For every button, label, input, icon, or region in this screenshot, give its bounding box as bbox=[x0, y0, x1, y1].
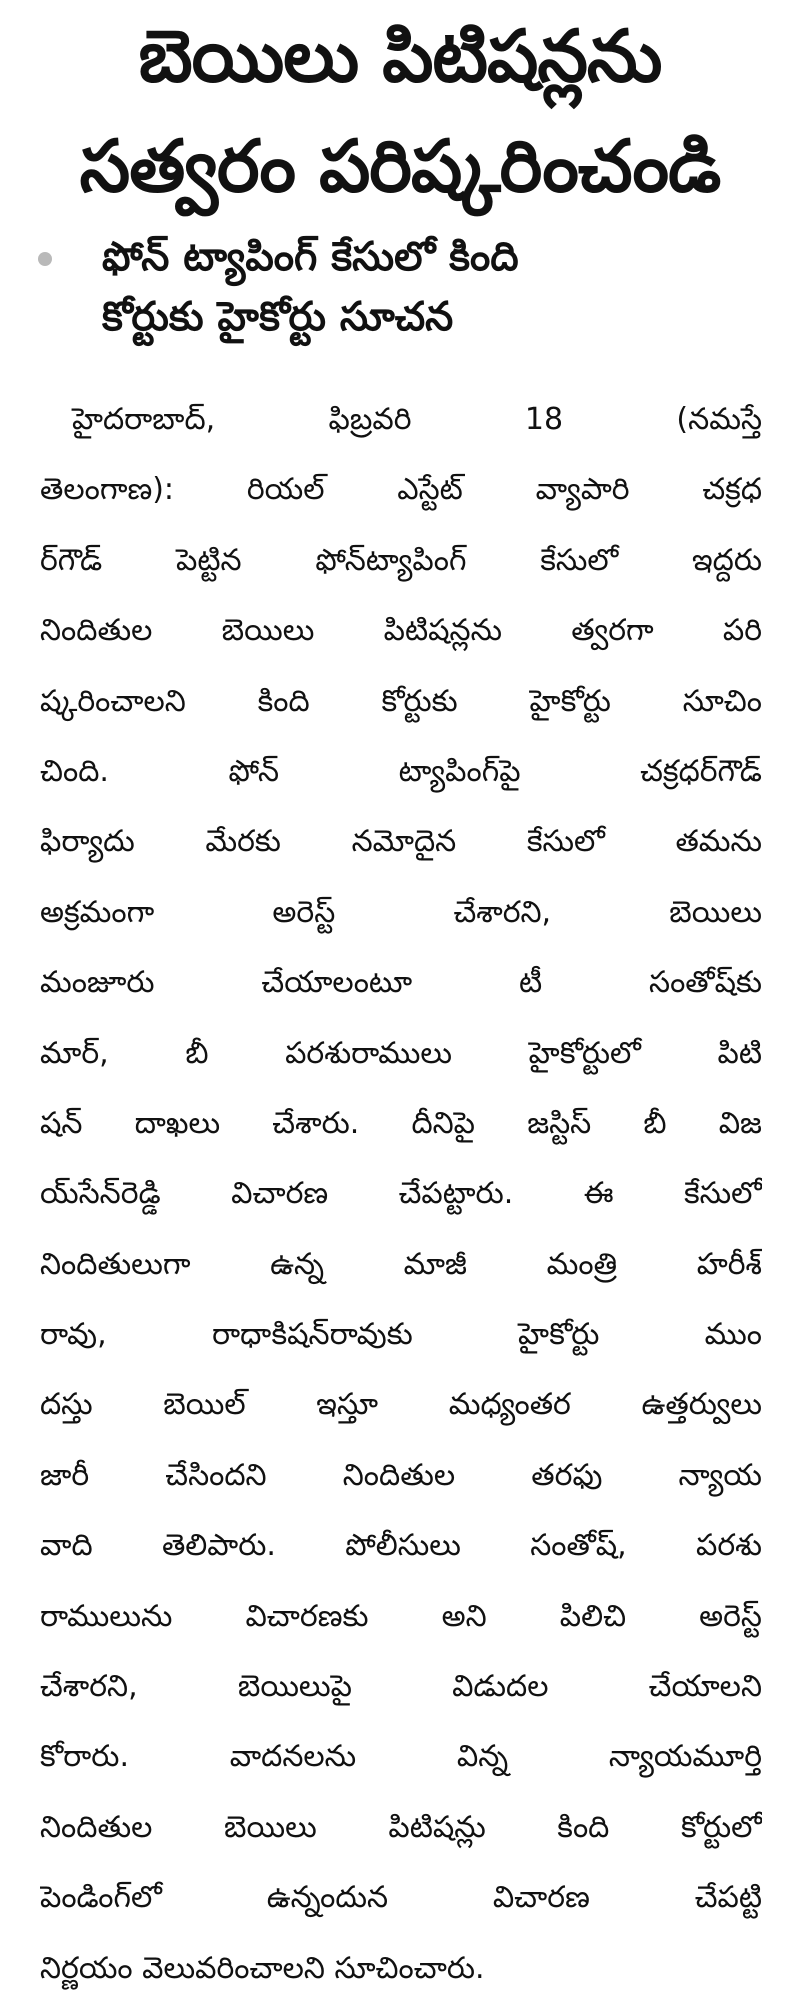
body-line: చింది. ఫోన్ ట్యాపింగ్‌పై చక్రధర్‌గౌడ్ bbox=[40, 753, 762, 789]
body-line: నిర్ణయం వెలువరించాలని సూచించారు. bbox=[40, 1950, 485, 1986]
body-line: హైదరాబాద్, ఫిబ్రవరి 18 (నమస్తే bbox=[72, 402, 762, 437]
body-line: వాది తెలిపారు. పోలీసులు సంతోష్, పరశు bbox=[40, 1528, 762, 1564]
body-line: రాములును విచారణకు అని పిలిచి అరెస్ట్ bbox=[40, 1598, 762, 1634]
body-line: దస్తు బెయిల్ ఇస్తూ మధ్యంతర ఉత్తర్వులు bbox=[40, 1387, 762, 1423]
body-line: మంజూరు చేయాలంటూ టీ సంతోష్‌కు bbox=[40, 965, 762, 1001]
body-line: ఫిర్యాదు మేరకు నమోదైన కేసులో తమను bbox=[40, 824, 762, 860]
body-line: చేశారని, బెయిలుపై విడుదల చేయాలని bbox=[40, 1669, 762, 1705]
body-line: నిందితుల బెయిలు పిటిషన్లు కింది కోర్టులో bbox=[40, 1809, 762, 1845]
headline-line-2: సత్వరం పరిష్కరించండి bbox=[79, 124, 721, 208]
body-line: జారీ చేసిందని నిందితుల తరఫు న్యాయ bbox=[40, 1457, 762, 1493]
body-line: నిందితులుగా ఉన్న మాజీ మంత్రి హరీశ్ bbox=[40, 1246, 762, 1282]
body-line: నిందితుల బెయిలు పిటిషన్లను త్వరగా పరి bbox=[40, 613, 762, 649]
body-line: ష్కరించాలని కింది కోర్టుకు హైకోర్టు సూచిం bbox=[40, 683, 762, 719]
body-line: మార్, బీ పరశురాములు హైకోర్టులో పిటి bbox=[40, 1035, 762, 1071]
body-line: కోరారు. వాదనలను విన్న న్యాయమూర్తి bbox=[40, 1739, 762, 1775]
body-line: ర్‌గౌడ్ పెట్టిన ఫోన్‌ట్యాపింగ్ కేసులో ఇద్దరు bbox=[40, 542, 762, 578]
article-body bbox=[40, 385, 762, 2004]
subheadline-line-2: కోర్టుకు హైకోర్టు సూచన bbox=[102, 294, 454, 340]
body-line: అక్రమంగా అరెస్ట్ చేశారని, బెయిలు bbox=[40, 894, 762, 930]
headline-line-1: బెయిలు పిటిషన్లను bbox=[138, 14, 662, 98]
body-line: య్‌సేన్‌రెడ్డి విచారణ చేపట్టారు. ఈ కేసులో bbox=[40, 1176, 762, 1212]
body-line: తెలంగాణ): రియల్ ఎస్టేట్ వ్యాపారి చక్రధ bbox=[40, 472, 762, 508]
bullet-dot-icon bbox=[38, 252, 52, 266]
subheadline-line-1: ఫోన్ ట్యాపింగ్ కేసులో కింది bbox=[102, 234, 519, 280]
body-line: పెండింగ్‌లో ఉన్నందున విచారణ చేపట్టి bbox=[40, 1880, 762, 1916]
body-line: రావు, రాధాకిషన్‌రావుకు హైకోర్టు ముం bbox=[40, 1317, 762, 1353]
body-line: షన్ దాఖలు చేశారు. దీనిపై జస్టిస్ బీ విజ bbox=[40, 1105, 762, 1141]
